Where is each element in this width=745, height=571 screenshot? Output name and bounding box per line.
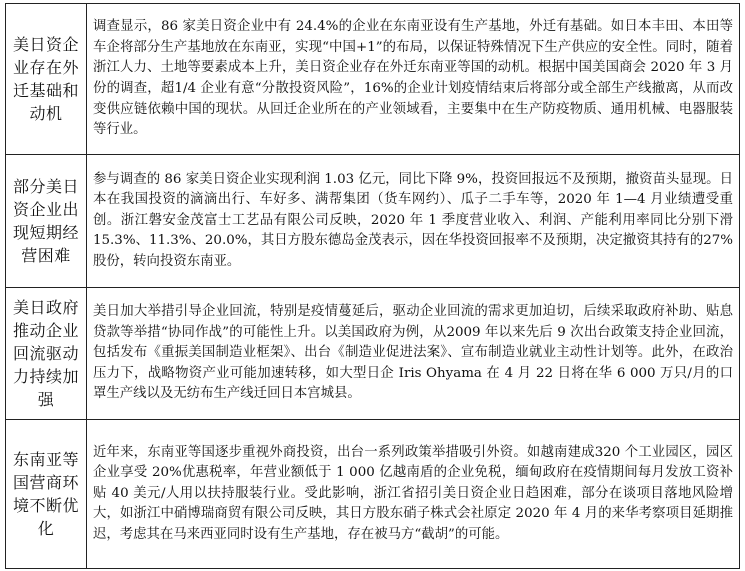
row-label: 美日政府推动企业回流驱动力持续加强	[6, 288, 87, 420]
document	[5, 3, 740, 569]
table-row	[6, 288, 740, 420]
row-content: 参与调查的 86 家美日资企业实现利润 1.03 亿元，同比下降 9%，投资回报远不及预期，撤资苗头显现。日本在我国投资的滴滴出行、车好多、满帮集团（货车网约）、瓜子二手车等，2020 年 1—4 月业绩遭受重创。浙江磐安金茂富士工艺品有限公司反映，2020 年 1 季度营业收入、利润、产能利用率同比分别下滑 15.3%、11.3%、20.0%，其日方股东德岛金茂表示，因在华投资回报率不及预期，决定撤资其持有的27%股份，转向投资东南亚。	[87, 155, 740, 288]
row-label: 美日资企业存在外迁基础和动机	[6, 4, 87, 155]
analysis-table	[5, 3, 740, 569]
table-row	[6, 4, 740, 155]
table-row	[6, 155, 740, 288]
row-content: 美日加大举措引导企业回流，特别是疫情蔓延后，驱动企业回流的需求更加迫切，后续采取政府补助、贴息贷款等举措“协同作战”的可能性上升。以美国政府为例，从2009 年以来先后 9 次出台政策支持企业回流，包括发布《重振美国制造业框架》、出台《制造业促进法案》、宣布制造业就业主动性计划等。此外，在政治压力下，战略物资产业可能加速转移，如大型日企 Iris Ohyama 在 4 月 22 日将在华 6 000 万只/月的口罩生产线以及无纺布生产线迁回日本宫城县。	[87, 288, 740, 420]
row-label: 东南亚等国营商环境不断优化	[6, 420, 87, 569]
row-content: 调查显示，86 家美日资企业中有 24.4%的企业在东南亚设有生产基地，外迁有基础。如日本丰田、本田等车企将部分生产基地放在东南亚，实现“中国+1”的布局，以保证特殊情况下生产供应的安全性。同时，随着浙江人力、土地等要素成本上升，美日资企业存在外迁东南亚等国的动机。根据中国美国商会 2020 年 3 月份的调查，超1/4 企业有意“分散投资风险”，16%的企业计划疫情结束后将部分或全部生产线撤离，从而改变供应链依赖中国的现状。从回迁企业所在的产业领域看，主要集中在生产防疫物质、通用机械、电器服装等行业。	[87, 4, 740, 155]
row-content: 近年来，东南亚等国逐步重视外商投资，出台一系列政策举措吸引外资。如越南建成320 个工业园区，园区企业享受 20%优惠税率，年营业额低于 1 000 亿越南盾的企业免税，缅甸政府在疫情期间每月发放工资补贴 40 美元/人用以扶持服装行业。受此影响，浙江省招引美日资企业日趋困难，部分在谈项目落地风险增大，如浙江中硝博瑞商贸有限公司反映，其日方股东硝子株式会社原定 2020 年 4 月的来华考察项目延期推迟，考虑其在马来西亚同时设有生产基地，存在被马方“截胡”的可能。	[87, 420, 740, 569]
table-row	[6, 420, 740, 569]
row-label: 部分美日资企业出现短期经营困难	[6, 155, 87, 288]
